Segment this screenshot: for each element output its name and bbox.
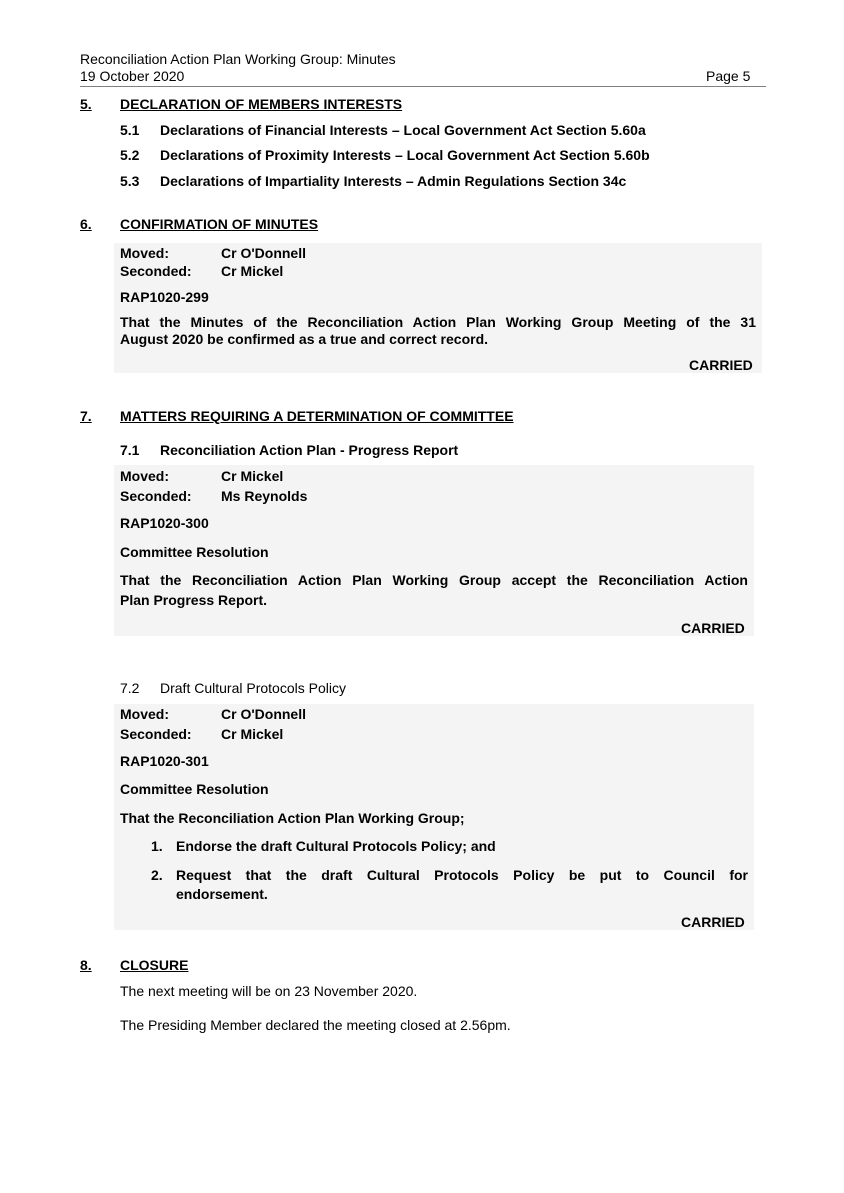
list-item-text: Endorse the draft Cultural Protocols Policy; and (176, 838, 496, 854)
section-title: CLOSURE (120, 957, 189, 973)
carried-label: CARRIED (689, 357, 753, 373)
closure-text: The Presiding Member declared the meeting closed at 2.56pm. (120, 1017, 511, 1033)
section-number: 8. (80, 957, 92, 973)
resolution-ref: RAP1020-300 (120, 515, 209, 531)
list-number: 2. (151, 867, 163, 883)
closure-text: The next meeting will be on 23 November 2020. (120, 983, 418, 999)
item-number: 5.3 (120, 173, 140, 189)
section-title: DECLARATION OF MEMBERS INTERESTS (120, 96, 403, 112)
resolution-ref: RAP1020-299 (120, 289, 209, 305)
moved-by: Cr Mickel (221, 468, 284, 484)
item-number: 5.1 (120, 122, 140, 138)
moved-by: Cr O'Donnell (221, 245, 306, 261)
document-title: Reconciliation Action Plan Working Group: Minutes (80, 51, 396, 67)
section-number: 7. (80, 408, 92, 424)
section-title: CONFIRMATION OF MINUTES (120, 216, 319, 232)
resolution-box (114, 243, 762, 373)
item-text: Declarations of Financial Interests – Local Government Act Section 5.60a (160, 122, 646, 138)
item-title: Draft Cultural Protocols Policy (160, 680, 346, 696)
carried-label: CARRIED (681, 914, 745, 930)
page-number: Page 5 (706, 68, 751, 84)
document-date: 19 October 2020 (80, 68, 185, 84)
resolution-text-line: Plan Progress Report. (120, 592, 268, 608)
list-number: 1. (151, 838, 163, 854)
item-number: 7.2 (120, 680, 140, 696)
moved-label: Moved: (120, 245, 169, 261)
moved-label: Moved: (120, 468, 169, 484)
seconded-by: Cr Mickel (221, 263, 284, 279)
moved-by: Cr O'Donnell (221, 706, 306, 722)
item-title: Reconciliation Action Plan - Progress Report (160, 442, 459, 458)
seconded-by: Ms Reynolds (221, 488, 308, 504)
seconded-label: Seconded: (120, 263, 192, 279)
resolution-intro: That the Reconciliation Action Plan Working Group; (120, 810, 465, 826)
resolution-text-line: August 2020 be confirmed as a true and correct record. (120, 331, 489, 347)
item-number: 5.2 (120, 147, 140, 163)
list-item-text: Request that the draft Cultural Protocols Policy be put to Council for (176, 867, 748, 883)
header-divider (80, 86, 766, 87)
moved-label: Moved: (120, 706, 169, 722)
item-text: Declarations of Proximity Interests – Local Government Act Section 5.60b (160, 147, 650, 163)
item-number: 7.1 (120, 442, 140, 458)
resolution-text-line: That the Reconciliation Action Plan Working Group accept the Reconciliation Action (120, 572, 748, 588)
seconded-by: Cr Mickel (221, 726, 284, 742)
seconded-label: Seconded: (120, 726, 192, 742)
carried-label: CARRIED (681, 620, 745, 636)
resolution-ref: RAP1020-301 (120, 753, 209, 769)
committee-resolution-label: Committee Resolution (120, 544, 269, 560)
resolution-text-line: That the Minutes of the Reconciliation Action Plan Working Group Meeting of the 31 (120, 314, 756, 330)
seconded-label: Seconded: (120, 488, 192, 504)
section-title: MATTERS REQUIRING A DETERMINATION OF COMMITTEE (120, 408, 514, 424)
committee-resolution-label: Committee Resolution (120, 781, 269, 797)
item-text: Declarations of Impartiality Interests – Admin Regulations Section 34c (160, 173, 627, 189)
list-item-text: endorsement. (176, 886, 268, 902)
section-number: 6. (80, 216, 92, 232)
section-number: 5. (80, 96, 92, 112)
